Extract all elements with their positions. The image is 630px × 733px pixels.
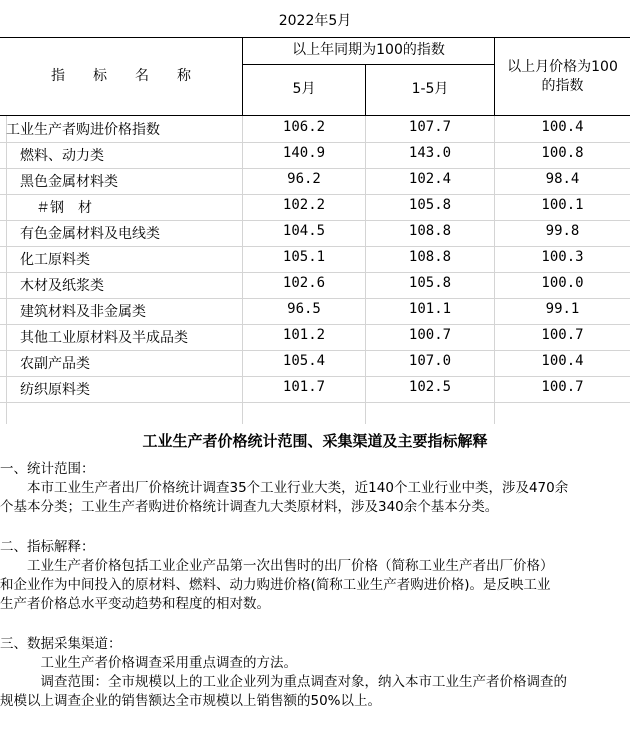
- notes-section3-heading: 三、数据采集渠道：: [0, 636, 122, 652]
- column-group-header-yoy: 以上年同期为100的指数: [292, 42, 445, 58]
- table-top-border: [0, 37, 630, 38]
- column-header-jan-may: 1-5月: [411, 81, 449, 97]
- cell-mom: 100.4: [541, 119, 584, 135]
- cell-jan-may: 100.7: [408, 327, 452, 343]
- header-group-divider: [243, 64, 494, 65]
- cell-mom: 100.7: [541, 379, 584, 395]
- notes-section2-line2: 和企业作为中间投入的原材料、燃料、动力购进价格(简称工业生产者购进价格)。是反映工业: [0, 577, 551, 593]
- column-header-mom-line1: 以上月价格为100: [507, 59, 618, 75]
- cell-may: 102.6: [282, 275, 326, 291]
- column-header-name: 指 标 名 称: [51, 68, 191, 84]
- cell-mom: 99.8: [545, 223, 580, 239]
- notes-title: 工业生产者价格统计范围、采集渠道及主要指标解释: [142, 432, 488, 450]
- grid-line: [0, 402, 630, 403]
- table-row: [0, 116, 630, 142]
- table-row: [0, 246, 630, 272]
- column-header-mom-line2: 的指数: [541, 78, 584, 94]
- table-row: [0, 376, 630, 402]
- notes-section2-heading: 二、指标解释：: [0, 539, 95, 555]
- cell-may: 140.9: [282, 145, 326, 161]
- cell-may: 104.5: [282, 223, 326, 239]
- notes-section1-line1: 本市工业生产者出厂价格统计调查35个工业行业大类，近140个工业行业中类，涉及470余: [0, 480, 569, 496]
- cell-may: 101.2: [282, 327, 326, 343]
- cell-may: 96.5: [287, 301, 321, 317]
- cell-mom: 100.1: [541, 197, 584, 213]
- cell-mom: 100.3: [541, 249, 584, 265]
- cell-jan-may: 108.8: [408, 223, 452, 239]
- cell-jan-may: 143.0: [408, 145, 452, 161]
- column-header-mom: [495, 58, 630, 96]
- table-row: [0, 272, 630, 298]
- cell-jan-may: 107.0: [408, 353, 452, 369]
- column-header-may: 5月: [292, 81, 316, 97]
- cell-jan-may: 105.8: [408, 275, 452, 291]
- cell-may: 105.4: [282, 353, 326, 369]
- cell-mom: 100.7: [541, 327, 584, 343]
- cell-jan-may: 102.4: [408, 171, 452, 187]
- cell-jan-may: 101.1: [408, 301, 452, 317]
- row-name: 化工原料类: [20, 252, 90, 268]
- notes-section1-line2: 个基本分类；工业生产者购进价格统计调查九大类原材料，涉及340余个基本分类。: [0, 499, 499, 515]
- notes-section3-line2: 调查范围：全市规模以上的工业企业列为重点调查对象，纳入本市工业生产者价格调查的: [0, 674, 567, 690]
- notes-section1-heading: 一、统计范围：: [0, 461, 95, 477]
- cell-may: 105.1: [282, 249, 326, 265]
- cell-jan-may: 108.8: [408, 249, 452, 265]
- table-row: [0, 142, 630, 168]
- row-name: 纺织原料类: [20, 382, 90, 398]
- row-name: 燃料、动力类: [20, 148, 104, 164]
- notes-section2-line3: 生产者价格总水平变动趋势和程度的相对数。: [0, 596, 270, 612]
- table-row: [0, 324, 630, 350]
- cell-mom: 99.1: [545, 301, 580, 317]
- table-row: [0, 350, 630, 376]
- row-name: 黑色金属材料类: [20, 174, 118, 190]
- notes-section3-line1: 工业生产者价格调查采用重点调查的方法。: [0, 655, 297, 671]
- cell-may: 106.2: [282, 119, 326, 135]
- cell-jan-may: 102.5: [408, 379, 452, 395]
- notes-section3-line3: 规模以上调查企业的销售额达全市规模以上销售额的50%以上。: [0, 693, 382, 709]
- row-name: 农副产品类: [20, 356, 90, 372]
- table-row: [0, 220, 630, 246]
- cell-may: 102.2: [282, 197, 326, 213]
- report-date: 2022年5月: [278, 13, 352, 29]
- table-row: [0, 194, 630, 220]
- cell-mom: 100.0: [541, 275, 584, 291]
- row-name: 其他工业原材料及半成品类: [20, 330, 188, 346]
- cell-mom: 100.8: [541, 145, 584, 161]
- cell-may: 96.2: [287, 171, 321, 187]
- table-row: [0, 298, 630, 324]
- table-row: [0, 168, 630, 194]
- row-name: 建筑材料及非金属类: [20, 304, 146, 320]
- cell-mom: 98.4: [545, 171, 580, 187]
- row-name: ＃钢 材: [36, 200, 92, 216]
- row-name: 有色金属材料及电线类: [20, 226, 160, 242]
- cell-may: 101.7: [282, 379, 326, 395]
- row-name: 工业生产者购进价格指数: [6, 122, 160, 138]
- cell-jan-may: 105.8: [408, 197, 452, 213]
- cell-mom: 100.4: [541, 353, 584, 369]
- row-name: 木材及纸浆类: [20, 278, 104, 294]
- cell-jan-may: 107.7: [408, 119, 452, 135]
- notes-section2-line1: 工业生产者价格包括工业企业产品第一次出售时的出厂价格（简称工业生产者出厂价格）: [0, 558, 554, 574]
